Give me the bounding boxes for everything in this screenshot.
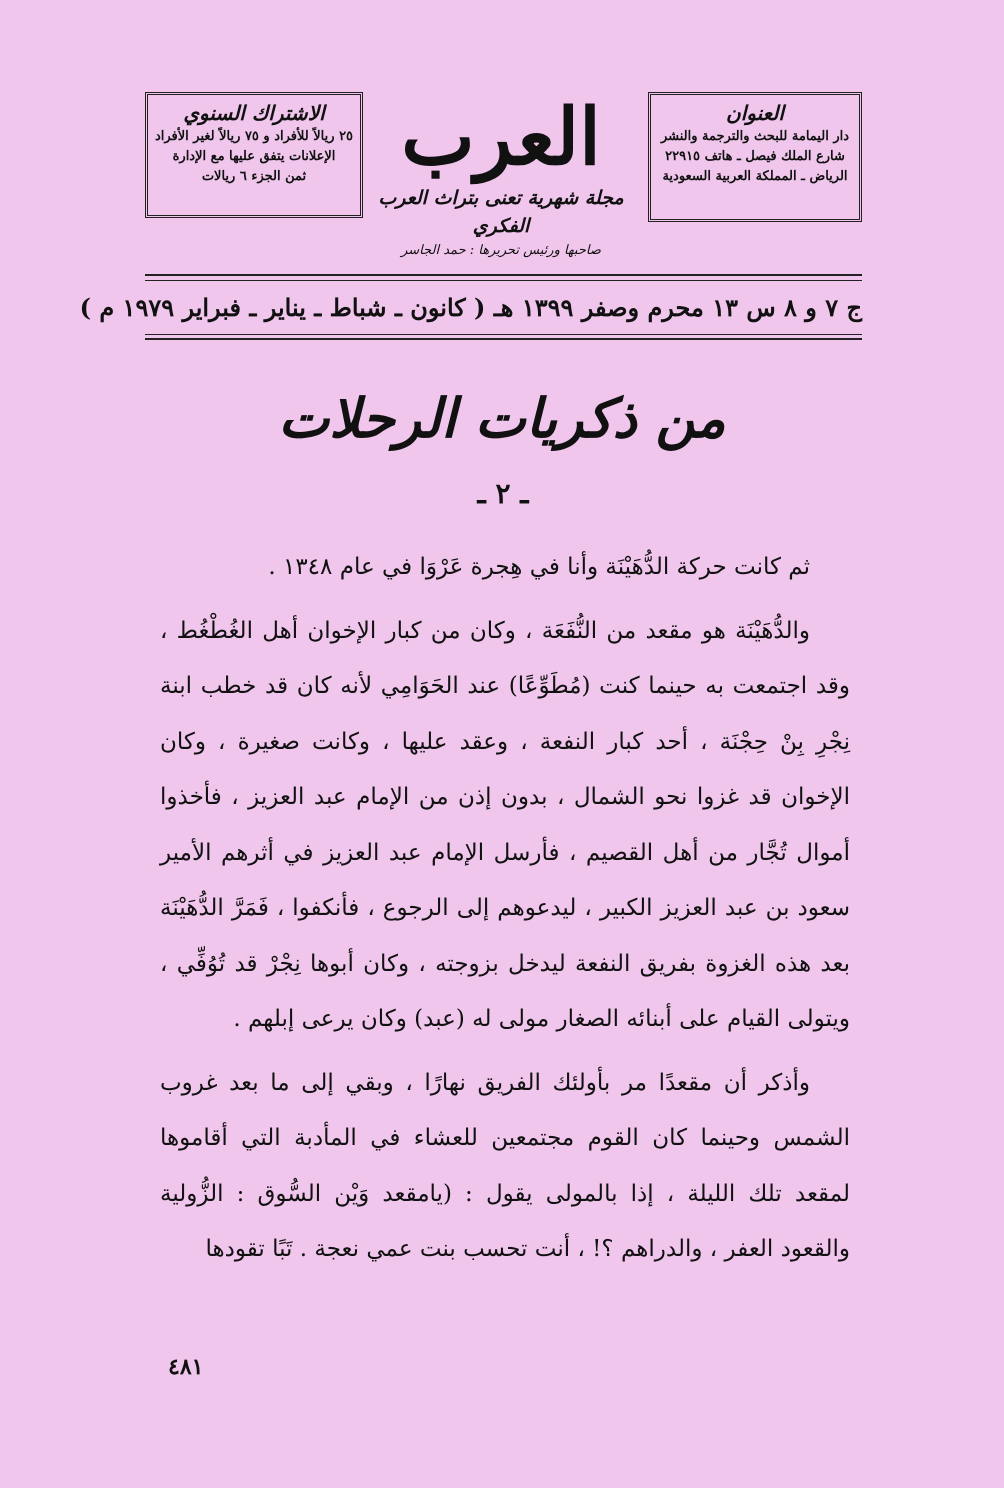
article-part-number: ـ ٢ ـ (477, 477, 529, 510)
header-rule-bottom-thin (145, 334, 862, 335)
header-rule-bottom (145, 338, 862, 340)
header-rule-top (145, 274, 862, 276)
address-line: شارع الملك فيصل ـ هاتف ٢٢٩١٥ (665, 149, 845, 164)
paragraph: وأذكر أن مقعدًا مر بأولئك الفريق نهارًا ، وبقي إلى ما بعد غروب الشمس وحينما كان القوم مجتمعين للعشاء في المأدبة التي أقاموها لمقعد تلك الليلة ، إذا بالمولى يقول : (يامقعد وَيْن السُّوق : الزُّولية والقعود العفر ، والدراهم ؟! ، أنت تحسب بنت عمي نعجة . تَبًا تقودها (160, 1069, 850, 1262)
header-rule-top-thin (145, 280, 862, 281)
address-line: دار اليمامة للبحث والترجمة والنشر (660, 129, 850, 144)
subscription-line: الإعلانات يتفق عليها مع الإدارة (172, 149, 336, 164)
subscription-line: ٢٥ ريالاً للأفراد و ٧٥ ريالاً لغير الأفراد (154, 129, 354, 144)
masthead (370, 92, 632, 262)
address-box (648, 92, 862, 222)
paragraph: ثم كانت حركة الدُّهَيْنَة وأنا في هِجرة عَرْوَا في عام ١٣٤٨ . (268, 554, 810, 580)
article-body (160, 540, 850, 1286)
paragraph: والدُّهَيْنَة هو مقعد من النُّفَعَة ، وكان من كبار الإخوان أهل الغُطْغُط ، وقد اجتمعت به حينما كنت (مُطَوِّعًا) عند الحَوَامِي لأنه كان قد خطب ابنة نِجْرِ بِنْ حِجْنَة ، أحد كبار النفعة ، وعقد عليها ، وكانت صغيرة ، وكان الإخوان قد غزوا نحو الشمال ، بدون إذن من الإمام عبد العزيز ، فأخذوا أموال تُجَّار من أهل القصيم ، فأرسل الإمام عبد العزيز في أثرهم الأمير سعود بن عبد العزيز الكبير ، ليدعوهم إلى الرجوع ، فأنكفوا ، فَمَرَّ الدُّهَيْنَة بعد هذه الغزوة بفريق النفعة ليدخل بزوجته ، وكان أبوها نِجْرْ قد تُوُفِّي ، ويتولى القيام على أبنائه الصغار مولى له (عبد) وكان يرعى إبلهم . (160, 617, 850, 1032)
subscription-box (145, 92, 363, 218)
journal-logo: العرب (401, 92, 601, 183)
address-box-title: العنوان (726, 101, 784, 125)
journal-owner: صاحبها ورئيس تحريرها : حمد الجاسر (401, 243, 601, 258)
subscription-line: ثمن الجزء ٦ ريالات (201, 169, 307, 184)
journal-subtitle: مجلة شهرية تعنى بتراث العرب الفكري (378, 187, 624, 237)
issue-line: ج ٧ و ٨ س ١٣ محرم وصفر ١٣٩٩ هـ ( كانون ـ شباط ـ يناير ـ فبراير ١٩٧٩ م ) (79, 293, 862, 322)
page-number: ٤٨١ (168, 1354, 204, 1380)
article-title: من ذكريات الرحلات (278, 386, 726, 450)
subscription-box-title: الاشتراك السنوي (183, 101, 325, 125)
address-line: الرياض ـ المملكة العربية السعودية (662, 169, 848, 184)
